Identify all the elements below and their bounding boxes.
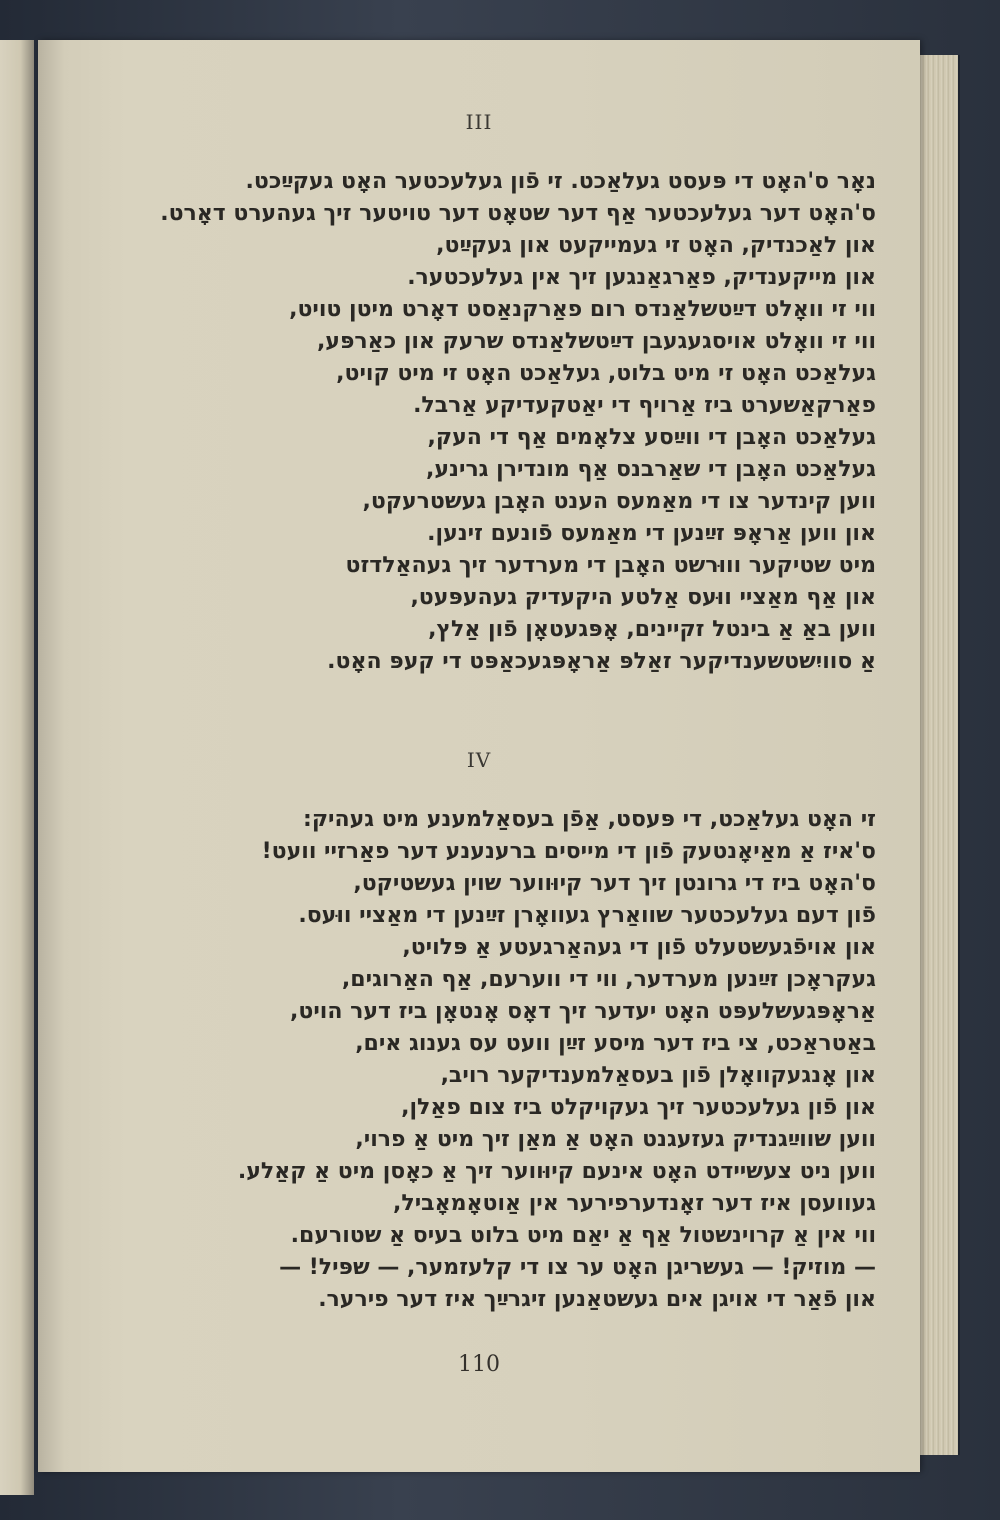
verse-line: ווען ניט צעשיידט האָט אינעם קיוּווער זיך אַ כאָסן מיט אַ קאַלע. [237, 1159, 876, 1184]
verse-line: באַטראַכט, צי ביז דער מיסע זײַן וועט עס גענוג אים, [355, 1031, 876, 1056]
verse-line: ווען קינדער צו די מאַמעס הענט האָבן געשטרעקט, [362, 489, 876, 514]
verse-line: — מוזיק! — געשריגן האָט ער צו די קלעזמער, — שפּיל! — [279, 1255, 876, 1280]
verse-line: נאָר ס'האָט די פּעסט געלאַכט. זי פֿון געלעכטער האָט געקײַכט. [245, 169, 876, 194]
verse-line: ס'האָט ביז די גרונטן זיך דער קיוּווער שוין געשטיקט, [353, 871, 876, 896]
verse-line: ס'איז אַ מאַיאָנטעק פֿון די מייסים ברענענע דער פאַרזיי וועט! [261, 839, 876, 864]
verse-line: פֿון דעם געלעכטער שוואַרץ געוואָרן זײַנען די מאַציי ווּעס. [298, 903, 876, 928]
verse-line: געלאַכט האָט זי מיט בלוט, געלאַכט האָט זי מיט קויט, [336, 361, 876, 386]
verse-line: און אויפֿגעשטעלט פֿון די געהאַרגעטע אַ פּלויט, [402, 935, 876, 960]
verse-line: און אָנגעקוואָלן פֿון בעסאַלמענדיקער רויב, [440, 1063, 876, 1088]
verse-line: ווי זי וואָלט דײַטשלאַנדס רום פאַרקנאַסט דאָרט מיטן טויט, [289, 297, 876, 322]
verse-line: פאַרקאַשערט ביז אַרויף די יאַטקעדיקע אַרבל. [413, 393, 876, 418]
verse-line: און אַף מאַציי ווּעס אַלטע היקעדיק געהעפּעט, [410, 585, 876, 610]
section-4-stanza [86, 804, 876, 1316]
verse-line: ווען שווײַגנדיק געזעגנט האָט אַ מאַן זיך מיט אַ פרוי, [355, 1127, 876, 1152]
verse-line: מיט שטיקער וווּרשט האָבן די מערדער זיך געהאַלדזט [345, 553, 876, 578]
book-page [38, 40, 920, 1472]
section-number-4: IV [466, 748, 492, 772]
section-number-3: III [465, 110, 493, 134]
verse-line: און לאַכנדיק, האָט זי געמייקעט און געקײַט, [436, 233, 876, 258]
verse-line: געקראָכן זײַנען מערדער, ווי די ווערעם, אַף האַרוגים, [341, 967, 876, 992]
verse-line: און פֿון געלעכטער זיך געקויקלט ביז צום פאַלן, [401, 1095, 876, 1120]
verse-line: זי האָט געלאַכט, די פּעסט, אַפֿן בעסאַלמענע מיט געהיק: [303, 807, 876, 832]
verse-line: ס'האָט דער געלעכטער אַף דער שטאָט דער טויטער זיך געהערט דאָרט. [160, 201, 876, 226]
verse-line: געלאַכט האָבן די שאַרבנס אַף מונדירן גרינע, [425, 457, 876, 482]
verse-line: ווען באַ אַ בינטל זקיינים, אָפּגעטאָן פֿון אַלץ, [428, 617, 876, 642]
verse-line: געוועסן איז דער זאָנדערפירער אין אַוטאָמאָביל, [393, 1191, 876, 1216]
verse-line: אַ סוויִשטשענדיקער זאַלפּ אַראָפּגעכאַפּט די קעפּ האָט. [327, 649, 876, 674]
verse-line: ווי זי וואָלט אויסגעגעבן דײַטשלאַנדס שרעק און כאַרפּע, [316, 329, 876, 354]
verse-line: געלאַכט האָבן די ווײַסע צלאָמים אַף די העק, [427, 425, 876, 450]
section-3-stanza [86, 166, 876, 678]
verse-line: און ווען אַראָפּ זײַנען די מאַמעס פֿונעם זינען. [427, 521, 876, 546]
verse-line: און פֿאַר די אויגן אים געשטאַנען זיגרײַך איז דער פירער. [318, 1287, 876, 1312]
verse-line: ווי אין אַ קרוינשטול אַף אַ יאַם מיט בלוט בעיס אַ שטורעם. [290, 1223, 876, 1248]
left-page-edge [0, 40, 34, 1495]
verse-line: אַראָפּגעשלעפּט האָט יעדער זיך דאָס אָנטאָן ביז דער הויט, [290, 999, 876, 1024]
page-number: 110 [458, 1352, 500, 1377]
verse-line: און מייקענדיק, פאַרגאַנגען זיך אין געלעכטער. [407, 265, 876, 290]
